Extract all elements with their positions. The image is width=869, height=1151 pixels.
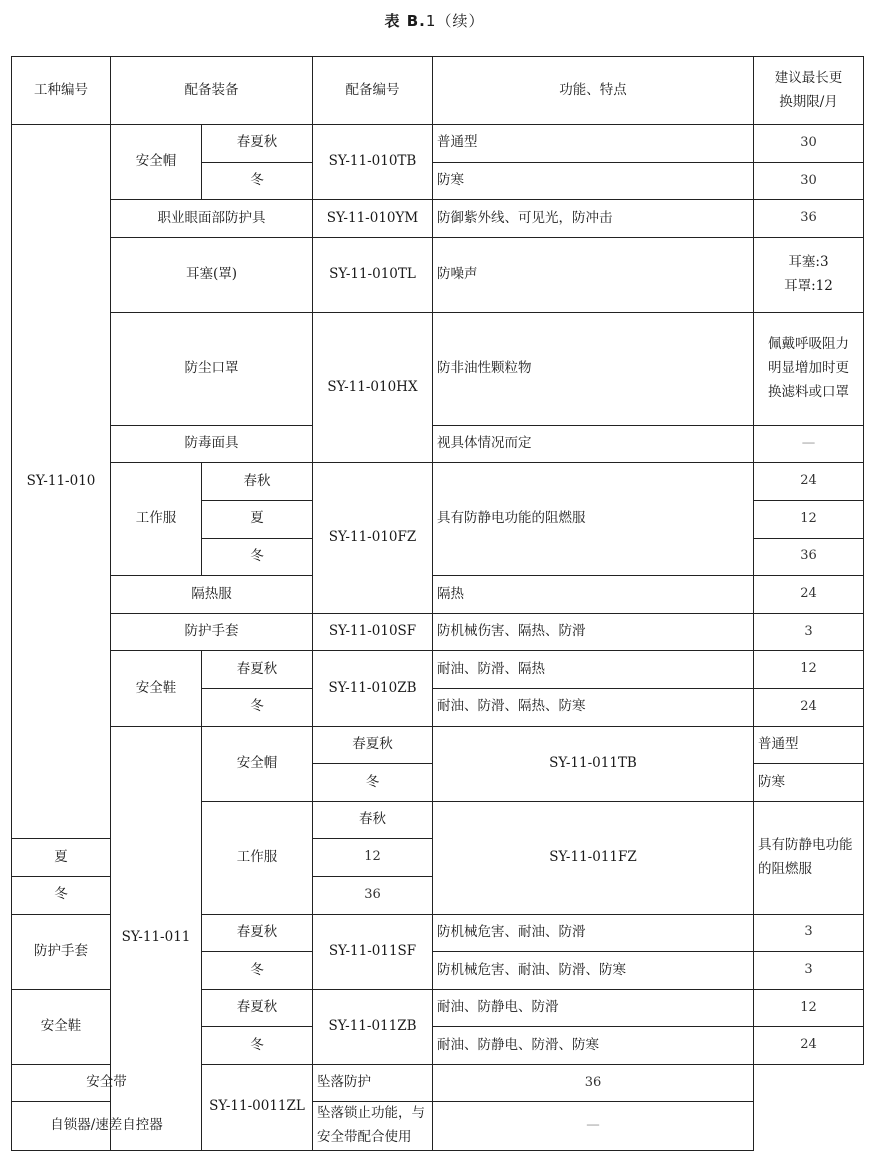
header-equipment: 配备装备 — [111, 57, 313, 125]
season-cell: 春夏秋 — [313, 726, 433, 764]
period-cell: 24 — [754, 576, 864, 614]
feature-cell: 隔热 — [433, 576, 754, 614]
period-cell — [754, 312, 864, 425]
header-job-code: 工种编号 — [12, 57, 111, 125]
season-cell: 春秋 — [202, 463, 313, 501]
equipment-name: 职业眼面部防护具 — [111, 200, 313, 238]
season-cell: 春夏秋 — [202, 125, 313, 163]
table-header-row — [12, 57, 864, 125]
equipment-name: 隔热服 — [111, 576, 313, 614]
period-cell: — — [754, 425, 864, 463]
header-features: 功能、特点 — [433, 57, 754, 125]
caption-suffix: （续） — [436, 12, 485, 30]
table-row — [12, 651, 864, 689]
season-cell: 春秋 — [313, 801, 433, 839]
equipment-code: SY-11-011TB — [433, 726, 754, 801]
period-line: 耳塞:3 — [788, 254, 829, 271]
period-cell: 3 — [754, 952, 864, 990]
period-cell: 30 — [754, 162, 864, 200]
season-cell: 冬 — [202, 1027, 313, 1065]
equipment-code: SY-11-010TL — [313, 237, 433, 312]
equipment-name: 防护手套 — [12, 914, 111, 989]
feature-cell: 耐油、防滑、隔热、防寒 — [433, 688, 754, 726]
season-cell: 春夏秋 — [202, 914, 313, 952]
equipment-code: SY-11-0011ZL — [202, 1064, 313, 1150]
season-cell: 冬 — [202, 538, 313, 576]
period-cell: 36 — [433, 1064, 754, 1102]
equipment-name: 安全鞋 — [12, 989, 111, 1064]
feature-cell: 防非油性颗粒物 — [433, 312, 754, 425]
feature-cell: 视具体情况而定 — [433, 425, 754, 463]
table-row — [12, 463, 864, 501]
table-row — [12, 125, 864, 163]
period-cell: 36 — [754, 200, 864, 238]
table-row — [12, 576, 864, 614]
equipment-name: 防毒面具 — [111, 425, 313, 463]
period-cell: 12 — [754, 500, 864, 538]
season-cell: 冬 — [313, 764, 433, 802]
equipment-code: SY-11-011FZ — [433, 801, 754, 914]
feature-cell: 普通型 — [754, 726, 864, 764]
period-cell: 24 — [754, 1027, 864, 1065]
feature-cell: 耐油、防静电、防滑、防寒 — [433, 1027, 754, 1065]
table-row — [12, 1064, 864, 1102]
equipment-code: SY-11-011SF — [313, 914, 433, 989]
season-cell: 夏 — [202, 500, 313, 538]
season-cell: 冬 — [202, 952, 313, 990]
period-line: 佩戴呼吸阻力 — [768, 336, 849, 353]
period-cell: — — [433, 1102, 754, 1150]
equipment-table — [11, 56, 864, 1151]
equipment-code: SY-11-010FZ — [313, 463, 433, 613]
equipment-name: 安全鞋 — [111, 651, 202, 726]
equipment-name: 防护手套 — [111, 613, 313, 651]
table-caption — [0, 10, 869, 31]
equipment-name: 自锁器/速差自控器 — [12, 1102, 202, 1150]
period-line: 明显增加时更 — [768, 359, 849, 376]
feature-cell: 普通型 — [433, 125, 754, 163]
feature-cell: 坠落防护 — [313, 1064, 433, 1102]
header-equipment-code: 配备编号 — [313, 57, 433, 125]
period-cell: 24 — [754, 463, 864, 501]
feature-cell: 具有防静电功能的阻燃服 — [433, 463, 754, 576]
equipment-code: SY-11-010ZB — [313, 651, 433, 726]
equipment-name: 安全帽 — [202, 726, 313, 801]
equipment-name: 耳塞(罩) — [111, 237, 313, 312]
period-cell: 36 — [313, 876, 433, 914]
table-row — [12, 726, 864, 764]
job-code-cell: SY-11-011 — [111, 726, 202, 1150]
feature-cell: 耐油、防滑、隔热 — [433, 651, 754, 689]
period-cell: 36 — [754, 538, 864, 576]
feature-cell: 防机械危害、耐油、防滑 — [433, 914, 754, 952]
equipment-name: 工作服 — [111, 463, 202, 576]
feature-cell: 防机械危害、耐油、防滑、防寒 — [433, 952, 754, 990]
equipment-code: SY-11-010SF — [313, 613, 433, 651]
job-code-cell: SY-11-010 — [12, 125, 111, 839]
table-row — [12, 425, 864, 463]
table-row — [12, 237, 864, 312]
feature-cell: 防御紫外线、可见光，防冲击 — [433, 200, 754, 238]
feature-cell: 防寒 — [754, 764, 864, 802]
season-cell: 春夏秋 — [202, 989, 313, 1027]
equipment-name: 工作服 — [202, 801, 313, 914]
period-cell: 12 — [313, 839, 433, 877]
caption-number: 1 — [425, 12, 437, 30]
equipment-name: 安全帽 — [111, 125, 202, 200]
season-cell: 夏 — [12, 839, 111, 877]
table-row — [12, 613, 864, 651]
table-row — [12, 200, 864, 238]
feature-cell: 防寒 — [433, 162, 754, 200]
feature-cell: 具有防静电功能的阻燃服 — [754, 801, 864, 914]
period-cell: 30 — [754, 125, 864, 163]
period-cell: 3 — [754, 914, 864, 952]
equipment-code: SY-11-010TB — [313, 125, 433, 200]
equipment-code: SY-11-011ZB — [313, 989, 433, 1064]
caption-prefix: 表 B. — [384, 12, 426, 30]
period-cell: 12 — [754, 651, 864, 689]
table-row — [12, 312, 864, 425]
period-cell: 3 — [754, 613, 864, 651]
period-cell: 12 — [754, 989, 864, 1027]
feature-cell: 防机械伤害、隔热、防滑 — [433, 613, 754, 651]
feature-cell: 坠落锁止功能，与安全带配合使用 — [313, 1102, 433, 1150]
header-replacement-period — [754, 57, 864, 125]
equipment-name: 安全带 — [12, 1064, 202, 1102]
feature-cell: 防噪声 — [433, 237, 754, 312]
equipment-code: SY-11-010YM — [313, 200, 433, 238]
equipment-name: 防尘口罩 — [111, 312, 313, 425]
table-row — [12, 1102, 864, 1150]
season-cell: 春夏秋 — [202, 651, 313, 689]
season-cell: 冬 — [202, 162, 313, 200]
header-period-line2: 换期限/月 — [779, 93, 838, 110]
period-line: 耳罩:12 — [784, 277, 833, 294]
feature-cell: 耐油、防静电、防滑 — [433, 989, 754, 1027]
equipment-code: SY-11-010HX — [313, 312, 433, 463]
season-cell: 冬 — [12, 876, 111, 914]
season-cell: 冬 — [202, 688, 313, 726]
period-line: 换滤料或口罩 — [768, 383, 849, 400]
period-cell: 24 — [754, 688, 864, 726]
header-period-line1: 建议最长更 — [774, 69, 843, 86]
period-cell — [754, 237, 864, 312]
